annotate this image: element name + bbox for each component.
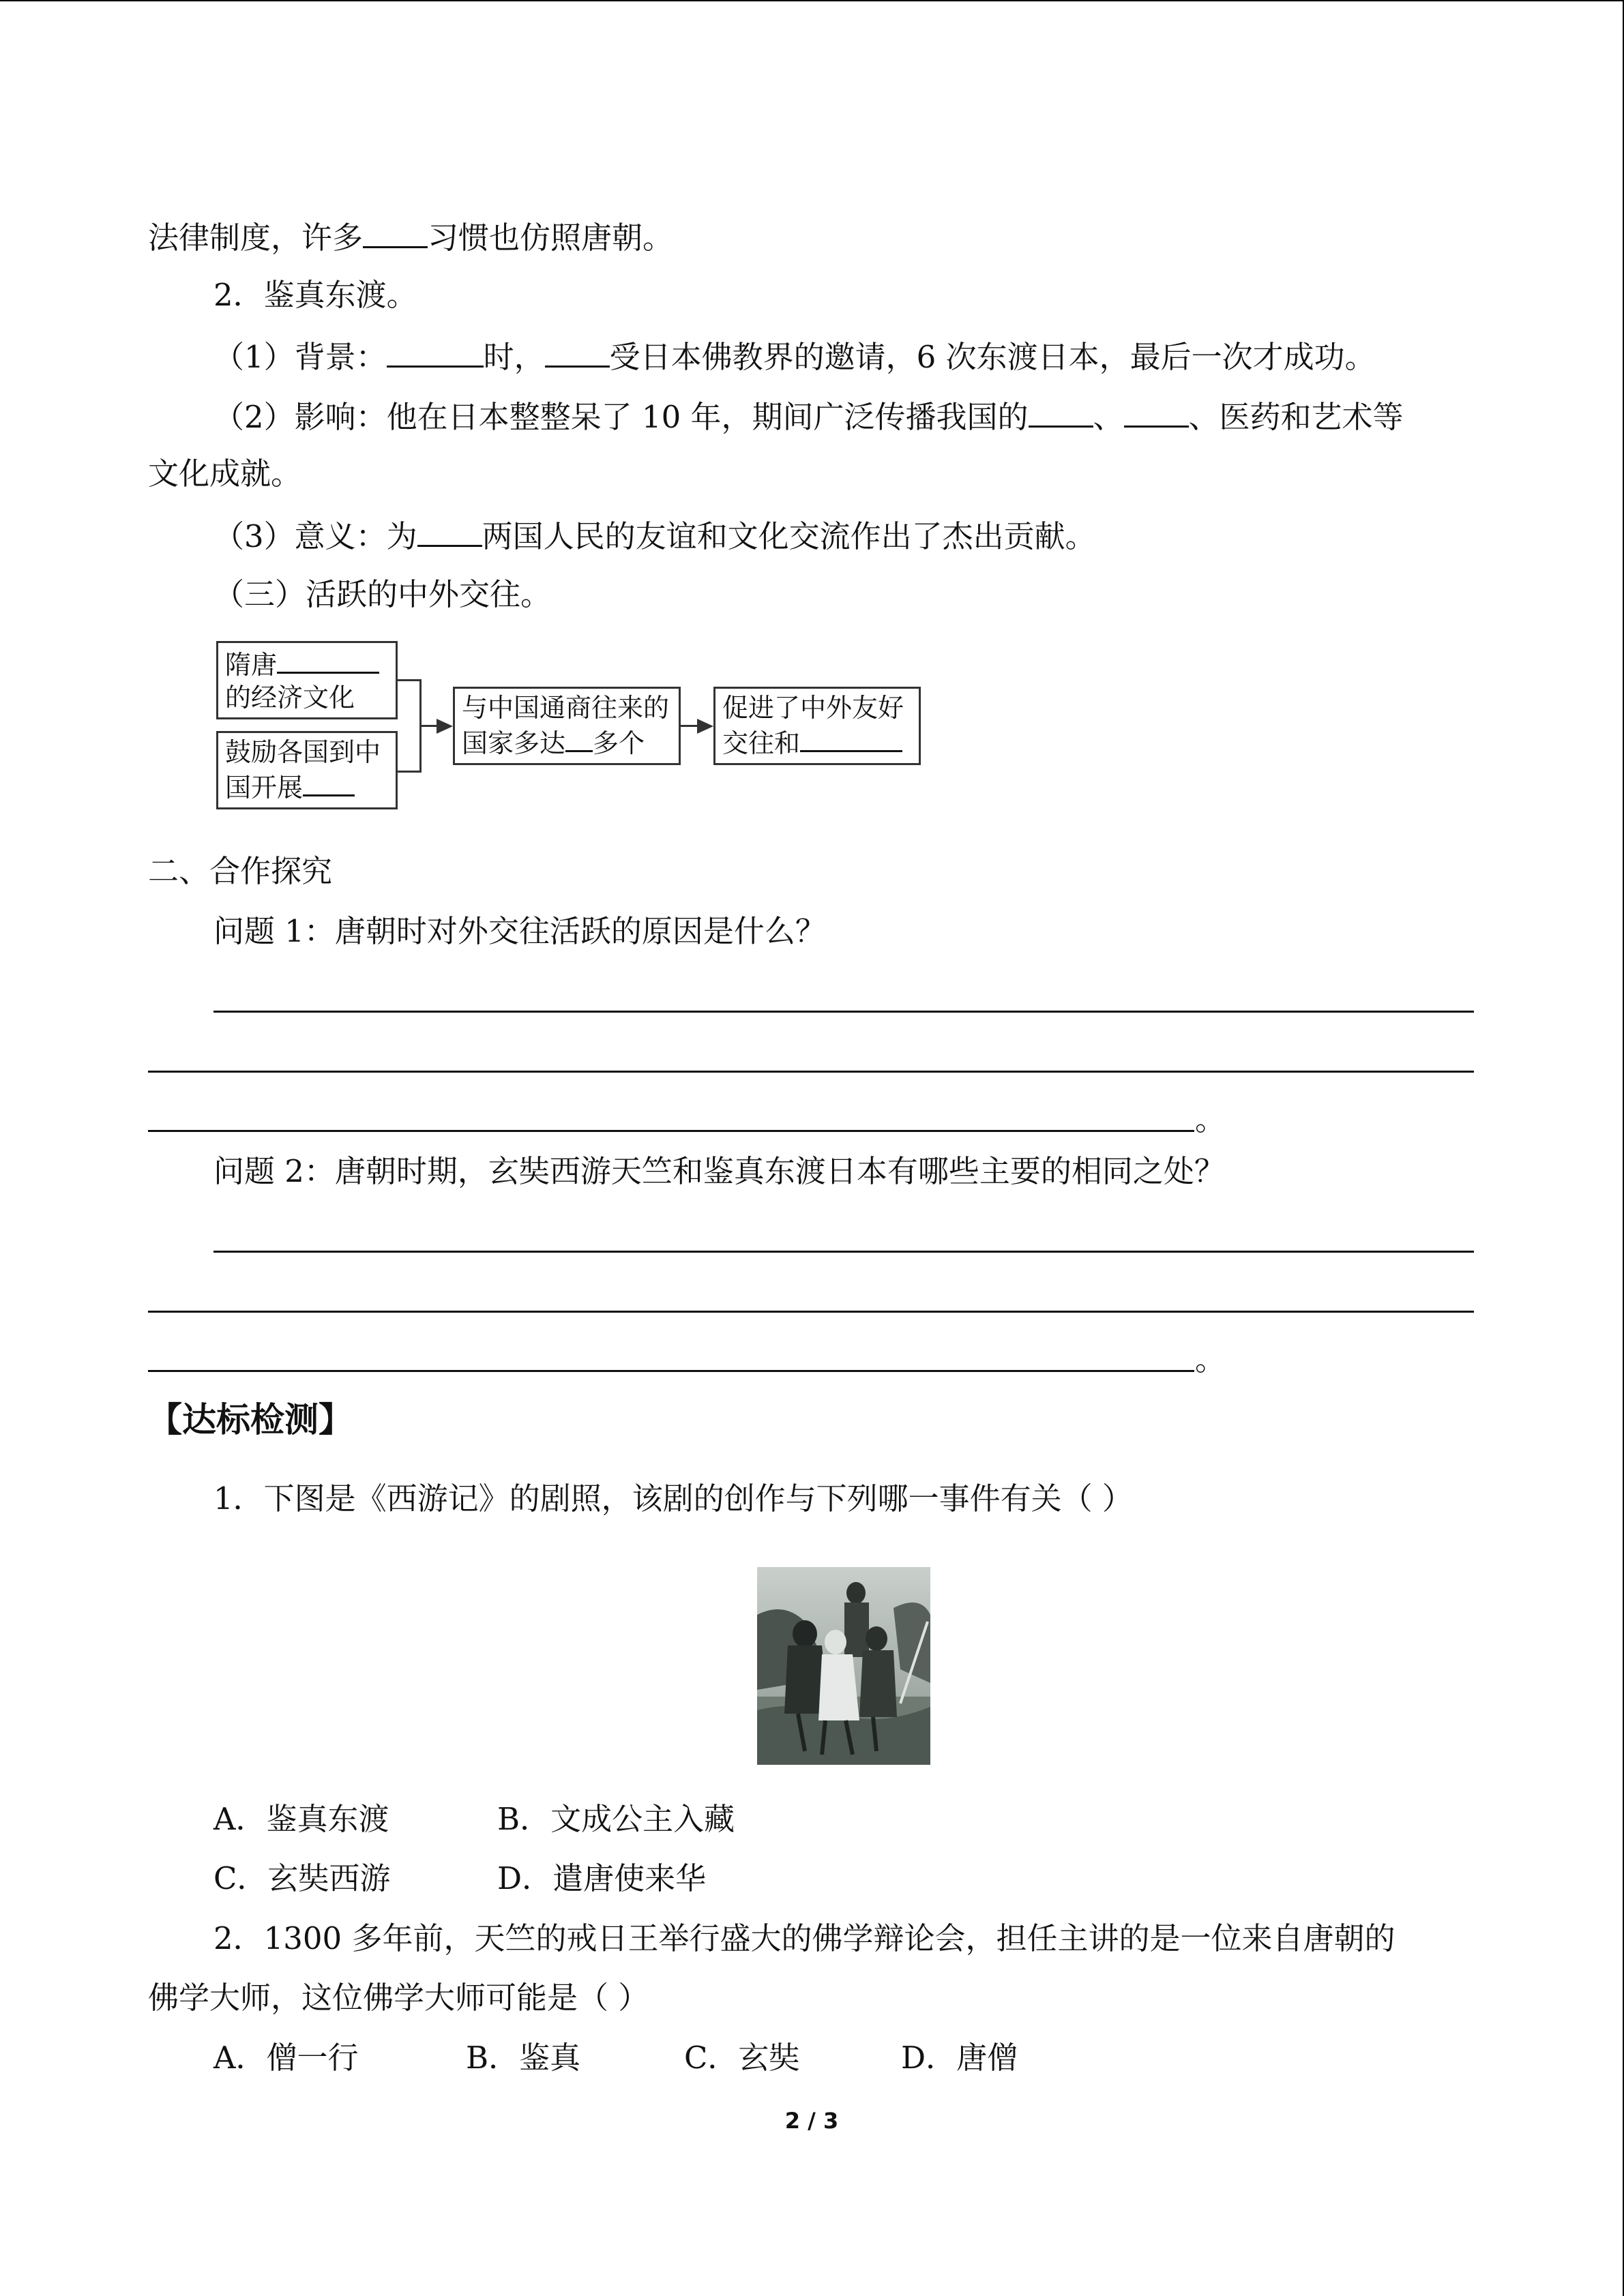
option-2a[interactable]: A．僧一行 [213, 2040, 359, 2076]
fill-blank[interactable] [545, 334, 610, 368]
subheading-jianzhen: 2．鉴真东渡。 [213, 277, 417, 313]
question-1: 问题 1：唐朝时对外交往活跃的原因是什么？ [213, 913, 826, 949]
period: 。 [1195, 1341, 1226, 1377]
page-number: 2 / 3 [784, 2108, 839, 2134]
diagram-box-trade-countries: 与中国通商往来的 国家多达 多个 [453, 687, 681, 765]
text-line-5: 文化成就。 [148, 456, 302, 492]
test-question-2-line-2: 佛学大师，这位佛学大师可能是（ ） [148, 1980, 649, 2016]
answer-line[interactable] [148, 1130, 1194, 1132]
text-line-background: （1）背景： 时， 受日本佛教界的邀请，6 次东渡日本，最后一次才成功。 [213, 334, 1376, 378]
question-2: 问题 2：唐朝时期，玄奘西游天竺和鉴真东渡日本有哪些主要的相同之处？ [213, 1153, 1225, 1189]
section-title-cooperation: 二、合作探究 [148, 853, 333, 889]
option-2b[interactable]: B．鉴真 [466, 2040, 581, 2076]
option-1a[interactable]: A．鉴真东渡 [213, 1801, 389, 1837]
answer-line[interactable] [148, 1370, 1194, 1372]
option-2c[interactable]: C．玄奘 [684, 2040, 800, 2076]
fill-blank[interactable] [417, 513, 482, 547]
option-1c[interactable]: C．玄奘西游 [213, 1860, 391, 1896]
fill-blank[interactable] [1029, 394, 1093, 428]
connector [398, 679, 421, 681]
arrow-right-icon [697, 719, 713, 734]
journey-to-the-west-photo [757, 1567, 930, 1765]
diagram-box-sui-tang: 隋唐 的经济文化 [216, 641, 398, 719]
answer-line[interactable] [213, 1251, 1474, 1253]
answer-line[interactable] [148, 1311, 1474, 1313]
text-line-impact: （2）影响：他在日本整整呆了 10 年，期间广泛传播我国的 、 、医药和艺术等 [213, 394, 1404, 438]
fill-blank[interactable] [1124, 394, 1189, 428]
answer-line[interactable] [213, 1011, 1474, 1013]
diagram-box-promote: 促进了中外友好 交往和 [713, 687, 921, 765]
diagram-box-encourage: 鼓励各国到中 国开展 [216, 731, 398, 809]
subheading-foreign-exchange: （三）活跃的中外交往。 [213, 576, 552, 612]
fill-blank[interactable] [363, 215, 428, 248]
text-line-significance: （3）意义：为 两国人民的友谊和文化交流作出了杰出贡献。 [213, 513, 1096, 557]
test-question-1: 1．下图是《西游记》的剧照，该剧的创作与下列哪一事件有关（ ） [213, 1480, 1133, 1517]
option-1d[interactable]: D．遣唐使来华 [497, 1860, 707, 1896]
option-1b[interactable]: B．文成公主入藏 [497, 1801, 735, 1837]
connector [398, 771, 421, 773]
test-question-2-line-1: 2．1300 多年前，天竺的戒日王举行盛大的佛学辩论会，担任主讲的是一位来自唐朝的 [213, 1920, 1396, 1956]
arrow-right-icon [437, 719, 453, 734]
answer-line[interactable] [148, 1071, 1474, 1073]
text-line-1: 法律制度，许多 习惯也仿照唐朝。 [148, 215, 673, 258]
heading-test: 【达标检测】 [148, 1400, 353, 1440]
period: 。 [1195, 1101, 1226, 1137]
option-2d[interactable]: D．唐僧 [901, 2040, 1018, 2076]
fill-blank[interactable] [387, 334, 484, 368]
